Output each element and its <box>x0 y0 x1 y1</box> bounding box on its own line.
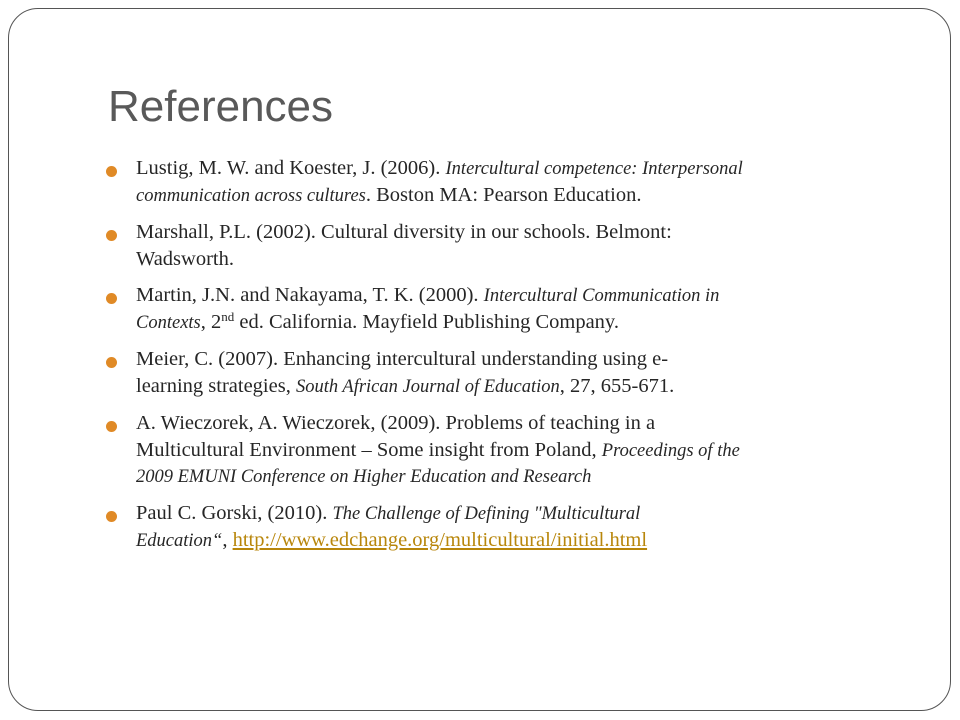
bullet-icon <box>106 230 117 241</box>
slide-title: References <box>108 82 334 131</box>
reference-item-martin <box>104 282 904 336</box>
bullet-icon <box>106 293 117 304</box>
reference-url-link[interactable]: http://www.edchange.org/multicultural/initial.html <box>232 529 648 552</box>
bullet-icon <box>106 421 117 432</box>
reference-text: Marshall, P.L. (2002). Cultural diversity in our schools. Belmont: <box>136 220 672 243</box>
reference-item-marshall <box>104 219 904 273</box>
reference-text: Paul C. Gorski, (2010). <box>136 502 333 525</box>
reference-text: A. Wieczorek, A. Wieczorek, (2009). Problems of teaching in a <box>136 411 656 434</box>
reference-proceedings-title: Proceedings of the <box>601 440 740 461</box>
reference-list <box>104 155 904 564</box>
reference-text: , 2 <box>200 311 222 334</box>
reference-text: Wadsworth. <box>136 247 234 270</box>
reference-text: Martin, J.N. and Nakayama, T. K. (2000). <box>136 284 484 307</box>
reference-item-wieczorek <box>104 410 904 491</box>
reference-book-title-cont: communication across cultures <box>136 185 366 206</box>
reference-text: Multicultural Environment – Some insight from Poland, <box>136 438 602 461</box>
ordinal-superscript: nd <box>221 309 235 325</box>
reference-text: Lustig, M. W. and Koester, J. (2006). <box>136 157 446 179</box>
reference-article-title: The Challenge of Defining "Multicultural <box>332 504 641 525</box>
reference-journal-title: South African Journal of Education <box>295 376 560 397</box>
reference-text: , 27, 655-671. <box>559 374 675 397</box>
reference-book-title: Intercultural competence: Interpersonal <box>445 159 743 179</box>
reference-text: . Boston MA: Pearson Education. <box>365 183 642 206</box>
bullet-icon <box>106 511 117 522</box>
reference-book-title: Intercultural Communication in <box>483 286 720 307</box>
bullet-icon <box>106 166 117 177</box>
reference-book-title-cont: Contexts <box>136 313 201 334</box>
reference-item-meier <box>104 346 904 400</box>
reference-text: , <box>222 529 233 552</box>
reference-item-gorski <box>104 500 904 554</box>
bullet-icon <box>106 357 117 368</box>
reference-text: Meier, C. (2007). Enhancing intercultural understanding using e- <box>136 348 669 371</box>
reference-text: learning strategies, <box>136 374 296 397</box>
reference-article-title-cont: Education“ <box>136 531 223 552</box>
reference-proceedings-title-cont: 2009 EMUNI Conference on Higher Education and Research <box>136 467 592 488</box>
reference-text: ed. California. Mayfield Publishing Company. <box>234 311 619 334</box>
reference-item-lustig <box>104 155 904 209</box>
